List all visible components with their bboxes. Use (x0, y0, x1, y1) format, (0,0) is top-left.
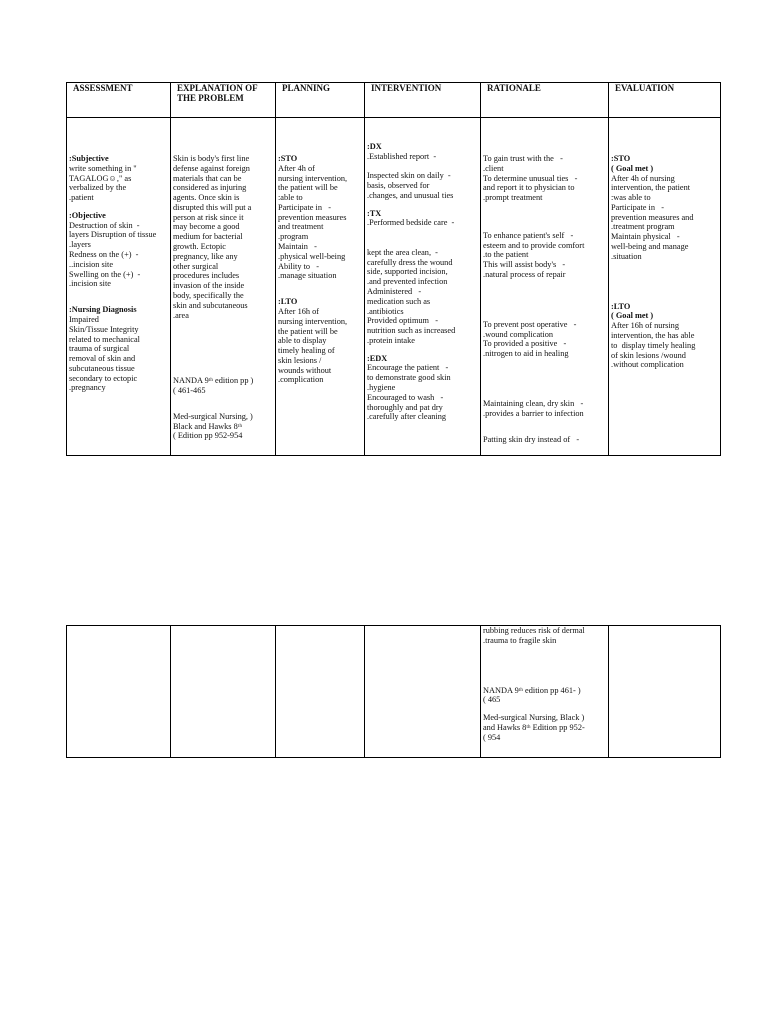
text-line: thoroughly and pat dry (367, 402, 443, 412)
text-line: Impaired (69, 314, 99, 324)
text-line: body, specifically the (173, 290, 244, 300)
header-evaluation: EVALUATION (609, 83, 721, 118)
content-row (67, 118, 721, 456)
text-line: .incision site (69, 279, 111, 289)
reference-nanda (173, 376, 273, 396)
text-line: Skin/Tissue Integrity (69, 324, 139, 334)
text-line: verbalized by the (69, 183, 127, 193)
text-line: .Established report - (367, 151, 437, 161)
planning-lto-text (278, 307, 362, 385)
intervention-edx-heading: :EDX (367, 353, 388, 363)
text-line: person at risk since it (173, 212, 244, 222)
text-line: After 4h of nursing (611, 173, 675, 183)
text-line: To enhance patient's self - (483, 230, 574, 240)
rationale-4 (483, 399, 606, 419)
planning-lto-heading: :LTO (278, 297, 298, 307)
text-line: agents. Once skin is (173, 193, 240, 203)
planning-sto-heading: :STO (278, 154, 298, 163)
explanation-cell (171, 118, 276, 456)
text-line: .layers (69, 240, 91, 250)
text-line: .patient (69, 193, 94, 203)
text-line: TAGALOG☺," as (69, 173, 132, 183)
text-line: able to display (278, 336, 327, 346)
text-line: Provided optimum - (367, 316, 438, 326)
text-line: write something in " (69, 163, 137, 173)
text-line: of skin lesions /wound (611, 350, 686, 360)
text-line: and treatment (278, 222, 324, 232)
text-line: NANDA 9ᵗʰ edition pp 461- ) (483, 685, 581, 695)
text-line: ..incision site (69, 259, 114, 269)
text-line: Maintaining clean, dry skin - (483, 398, 584, 408)
subjective-text (69, 164, 168, 203)
text-line: nursing intervention, (278, 316, 348, 326)
evaluation-lto-text (611, 321, 718, 370)
intervention-tx-heading: :TX (367, 208, 382, 218)
explanation-text (173, 154, 273, 320)
text-line: .prompt treatment (483, 193, 543, 203)
text-line: To provided a positive - (483, 339, 567, 349)
text-line: the patient will be (278, 326, 338, 336)
cont-rationale-cell (481, 626, 609, 758)
assessment-cell (67, 118, 171, 456)
text-line: nursing intervention, (278, 173, 348, 183)
text-line: rubbing reduces risk of dermal (483, 626, 585, 635)
text-line: Participate in - (611, 202, 664, 212)
objective-heading: :Objective (69, 210, 106, 220)
text-line: to display timely healing (611, 340, 696, 350)
cont-planning-cell (276, 626, 365, 758)
intervention-dx-heading: :DX (367, 142, 382, 151)
planning-sto-text (278, 164, 362, 281)
text-line: the patient will be (278, 183, 338, 193)
evaluation-cell (609, 118, 721, 456)
text-line: skin and subcutaneous (173, 300, 248, 310)
text-line: layers Disruption of tissue (69, 230, 157, 240)
text-line: trauma of surgical (69, 344, 130, 354)
intervention-edx-text (367, 363, 478, 422)
text-line: secondary to ectopic (69, 373, 138, 383)
text-line: defense against foreign (173, 163, 250, 173)
text-line: Inspected skin on daily - (367, 171, 451, 181)
text-line: Med-surgical Nursing, Black ) (483, 713, 585, 723)
text-line: Participate in - (278, 202, 331, 212)
text-line (367, 228, 478, 238)
text-line: This will assist body's - (483, 260, 566, 270)
text-line: invasion of the inside (173, 281, 245, 291)
rationale-3 (483, 320, 606, 359)
text-line: wounds without (278, 365, 332, 375)
rationale-2 (483, 231, 606, 280)
text-line: .Performed bedside care - (367, 218, 455, 228)
text-line: .treatment program (611, 222, 675, 232)
text-line: .trauma to fragile skin (483, 635, 557, 645)
text-line: .to the patient (483, 250, 529, 260)
text-line: Skin is body's first line (173, 154, 250, 163)
text-line: .complication (278, 375, 324, 385)
header-intervention: INTERVENTION (365, 83, 481, 118)
rationale-1 (483, 154, 606, 203)
text-line: other surgical (173, 261, 219, 271)
text-line: .pregnancy (69, 383, 106, 393)
text-line: :was able to (611, 193, 651, 203)
nursing-diagnosis-heading: :Nursing Diagnosis (69, 305, 137, 315)
intervention-tx-text (367, 218, 478, 345)
text-line: may become a good (173, 222, 240, 232)
cont-explanation-cell (171, 626, 276, 758)
text-line: considered as injuring (173, 183, 247, 193)
text-line: .client (483, 163, 504, 173)
text-line: .area (173, 310, 189, 320)
cont-reference-nanda (483, 686, 606, 706)
text-line: To gain trust with the - (483, 154, 563, 163)
cont-intervention-cell (365, 626, 481, 758)
text-line: growth. Ectopic (173, 242, 226, 252)
text-line: To prevent post operative - (483, 319, 577, 329)
text-line: and report it to physician to (483, 183, 575, 193)
text-line: intervention, the patient (611, 183, 691, 193)
evaluation-lto-heading: :LTO (611, 301, 631, 311)
text-line (367, 162, 478, 172)
text-line: Destruction of skin - (69, 220, 140, 230)
text-line: Black and Hawks 8ᵗʰ (173, 421, 243, 431)
text-line: ( Edition pp 952-954 (173, 431, 243, 441)
text-line: medium for bacterial (173, 232, 243, 242)
evaluation-sto-text (611, 174, 718, 262)
text-line: side, supported incision, (367, 267, 448, 277)
text-line: NANDA 9ᵗʰ edition pp ) (173, 376, 254, 386)
intervention-dx-text (367, 152, 478, 201)
rationale-cell (481, 118, 609, 456)
text-line: removal of skin and (69, 354, 136, 364)
text-line: .hygiene (367, 382, 396, 392)
text-line: .antibiotics (367, 306, 404, 316)
text-line: related to mechanical (69, 334, 140, 344)
header-explanation: EXPLANATION OF THE PROBLEM (171, 83, 276, 118)
care-plan-table-continued (66, 625, 721, 758)
header-rationale: RATIONALE (481, 83, 609, 118)
text-line: Swelling on the (+) - (69, 269, 141, 279)
objective-text (69, 221, 168, 289)
cont-reference-med-surgical (483, 713, 606, 742)
text-line (367, 238, 478, 248)
text-line: pregnancy, like any (173, 251, 238, 261)
text-line: carefully dress the wound (367, 257, 453, 267)
text-line: .carefully after cleaning (367, 412, 447, 422)
text-line: .protein intake (367, 335, 415, 345)
header-assessment: ASSESSMENT (67, 83, 171, 118)
care-plan-table (66, 82, 721, 456)
text-line: .program (278, 232, 309, 242)
text-line: to demonstrate good skin (367, 373, 451, 383)
text-line: subcutaneous tissue (69, 363, 135, 373)
text-line: .natural process of repair (483, 270, 566, 280)
text-line: basis, observed for (367, 181, 430, 191)
text-line: ( 954 (483, 732, 501, 742)
text-line: well-being and manage (611, 242, 689, 252)
text-line: esteem and to provide comfort (483, 240, 585, 250)
text-line: kept the area clean, - (367, 247, 438, 257)
subjective-heading: :Subjective (69, 154, 109, 163)
text-line: .provides a barrier to infection (483, 408, 584, 418)
text-line: nutrition such as increased (367, 326, 456, 336)
text-line: .nitrogen to aid in healing (483, 349, 569, 359)
text-line: Maintain physical - (611, 232, 680, 242)
intervention-cell (365, 118, 481, 456)
header-row (67, 83, 721, 118)
text-line: To determine unusual ties - (483, 173, 578, 183)
text-line: After 16h of nursing (611, 321, 679, 331)
text-line: Ability to - (278, 261, 320, 271)
text-line: .and prevented infection (367, 277, 448, 287)
text-line: ( 461-465 (173, 386, 206, 396)
text-line: .situation (611, 251, 642, 261)
text-line: timely healing of (278, 346, 335, 356)
evaluation-sto-heading: :STO (611, 154, 631, 163)
text-line: Maintain - (278, 242, 317, 252)
text-line: Redness on the (+) - (69, 250, 139, 260)
planning-cell (276, 118, 365, 456)
text-line: prevention measures and (611, 212, 694, 222)
rationale-5 (483, 435, 606, 445)
text-line: Med-surgical Nursing, ) (173, 411, 253, 421)
text-line: .physical well-being (278, 251, 346, 261)
evaluation-sto-goal: ( Goal met ) (611, 163, 654, 173)
cont-assessment-cell (67, 626, 171, 758)
text-line: Patting skin dry instead of - (483, 434, 580, 444)
text-line: prevention measures (278, 212, 347, 222)
cont-evaluation-cell (609, 626, 721, 758)
continued-row (67, 626, 721, 758)
evaluation-lto-goal: ( Goal met ) (611, 311, 654, 321)
text-line: .manage situation (278, 271, 337, 281)
text-line: Encouraged to wash - (367, 392, 444, 402)
text-line: .wound complication (483, 329, 554, 339)
reference-med-surgical (173, 412, 273, 441)
text-line: After 16h of (278, 306, 320, 316)
text-line: After 4h of (278, 163, 315, 173)
text-line: Administered - (367, 286, 422, 296)
text-line: and Hawks 8ᵗʰ Edition pp 952- (483, 722, 585, 732)
text-line: medication such as (367, 296, 431, 306)
text-line: intervention, the has able (611, 330, 695, 340)
text-line: ( 465 (483, 695, 501, 705)
text-line: .without complication (611, 360, 684, 370)
header-planning: PLANNING (276, 83, 365, 118)
text-line: materials that can be (173, 173, 242, 183)
text-line: Encourage the patient - (367, 363, 449, 373)
nursing-diagnosis-text (69, 315, 168, 393)
text-line: skin lesions / (278, 355, 322, 365)
text-line: disrupted this will put a (173, 202, 252, 212)
text-line: .changes, and unusual ties (367, 190, 454, 200)
text-line: :able to (278, 193, 303, 203)
cont-rationale-text (483, 626, 606, 646)
text-line: procedures includes (173, 271, 240, 281)
